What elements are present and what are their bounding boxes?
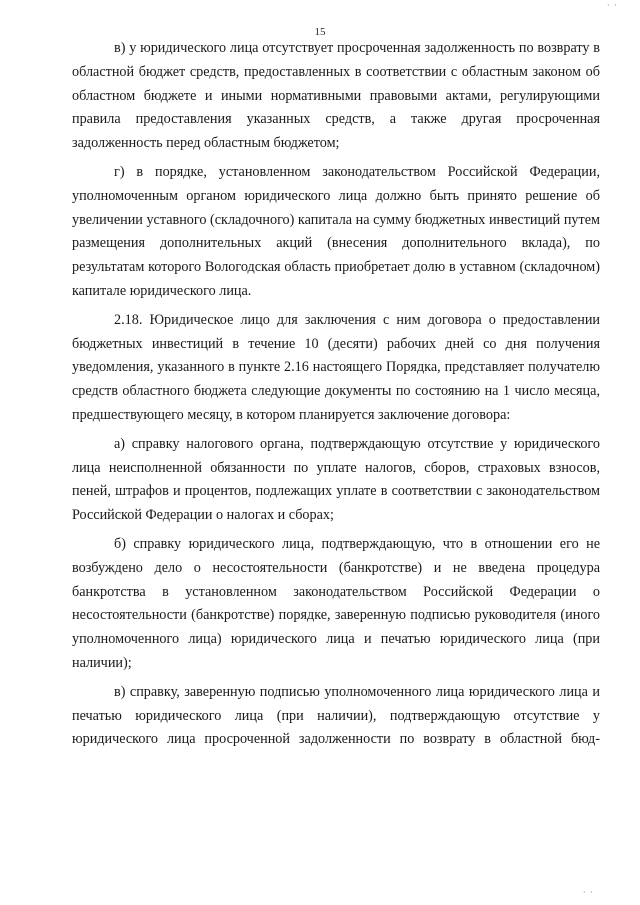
scan-corner-mark-top: · · — [606, 0, 618, 10]
paragraph-v-continued: в) справку, заверенную подписью уполномоченного лица юридического лица и печатью юридического лица (при наличии), подтверждающую отсутствие у юридического лица просроченной задолженности по возврату в областной бюд- — [72, 683, 600, 748]
paragraph-2-18: 2.18. Юридическое лицо для заключения с ним договора о предоставлении бюджетных инвестиций в течение 10 (десяти) рабочих дней со дня получения уведомления, указанного в пункте 2.16 настоящего Порядка, представляет получателю средств областного бюджета следующие документы по состоянию на 1 число месяца, предшествующего месяцу, в котором планируется заключение договора: — [72, 311, 600, 423]
paragraph-v: в) у юридического лица отсутствует просроченная задолженность по возврату в областной бюджет средств, предоставленных в соответствии с областным законом об областном бюджете и иными нормативными правовыми актами, регулирующими правила предоставления указанных средств, а также другая просроченная задолженность перед областным бюджетом; — [72, 40, 600, 152]
paragraph-a: а) справку налогового органа, подтверждающую отсутствие у юридического лица неисполненной обязанности по уплате налогов, сборов, страховых взносов, пеней, штрафов и процентов, подлежащих уплате в соответствии с законодательством Российской Федерации о налогах и сборах; — [72, 435, 600, 524]
document-body — [72, 37, 600, 752]
paragraph-g: г) в порядке, установленном законодательством Российской Федерации, уполномоченным органом юридического лица должно быть принято решение об увеличении уставного (складочного) капитала на сумму бюджетных инвестиций путем размещения дополнительных акций (внесения дополнительного вклада), по результатам которого Вологодская область приобретает долю в уставном (складочном) капитале юридического лица. — [72, 163, 600, 299]
page-number: 15 — [314, 26, 326, 38]
scan-corner-mark-bottom: · · — [582, 887, 594, 897]
paragraph-b: б) справку юридического лица, подтверждающую, что в отношении его не возбуждено дело о несостоятельности (банкротстве) и не введена процедура банкротства в установленном законодательством Российской Федерации о несостоятельности (банкротстве) порядке, заверенную подписью руководителя (иного уполномоченного лица) юридического лица и печатью юридического лица (при наличии); — [72, 535, 600, 671]
